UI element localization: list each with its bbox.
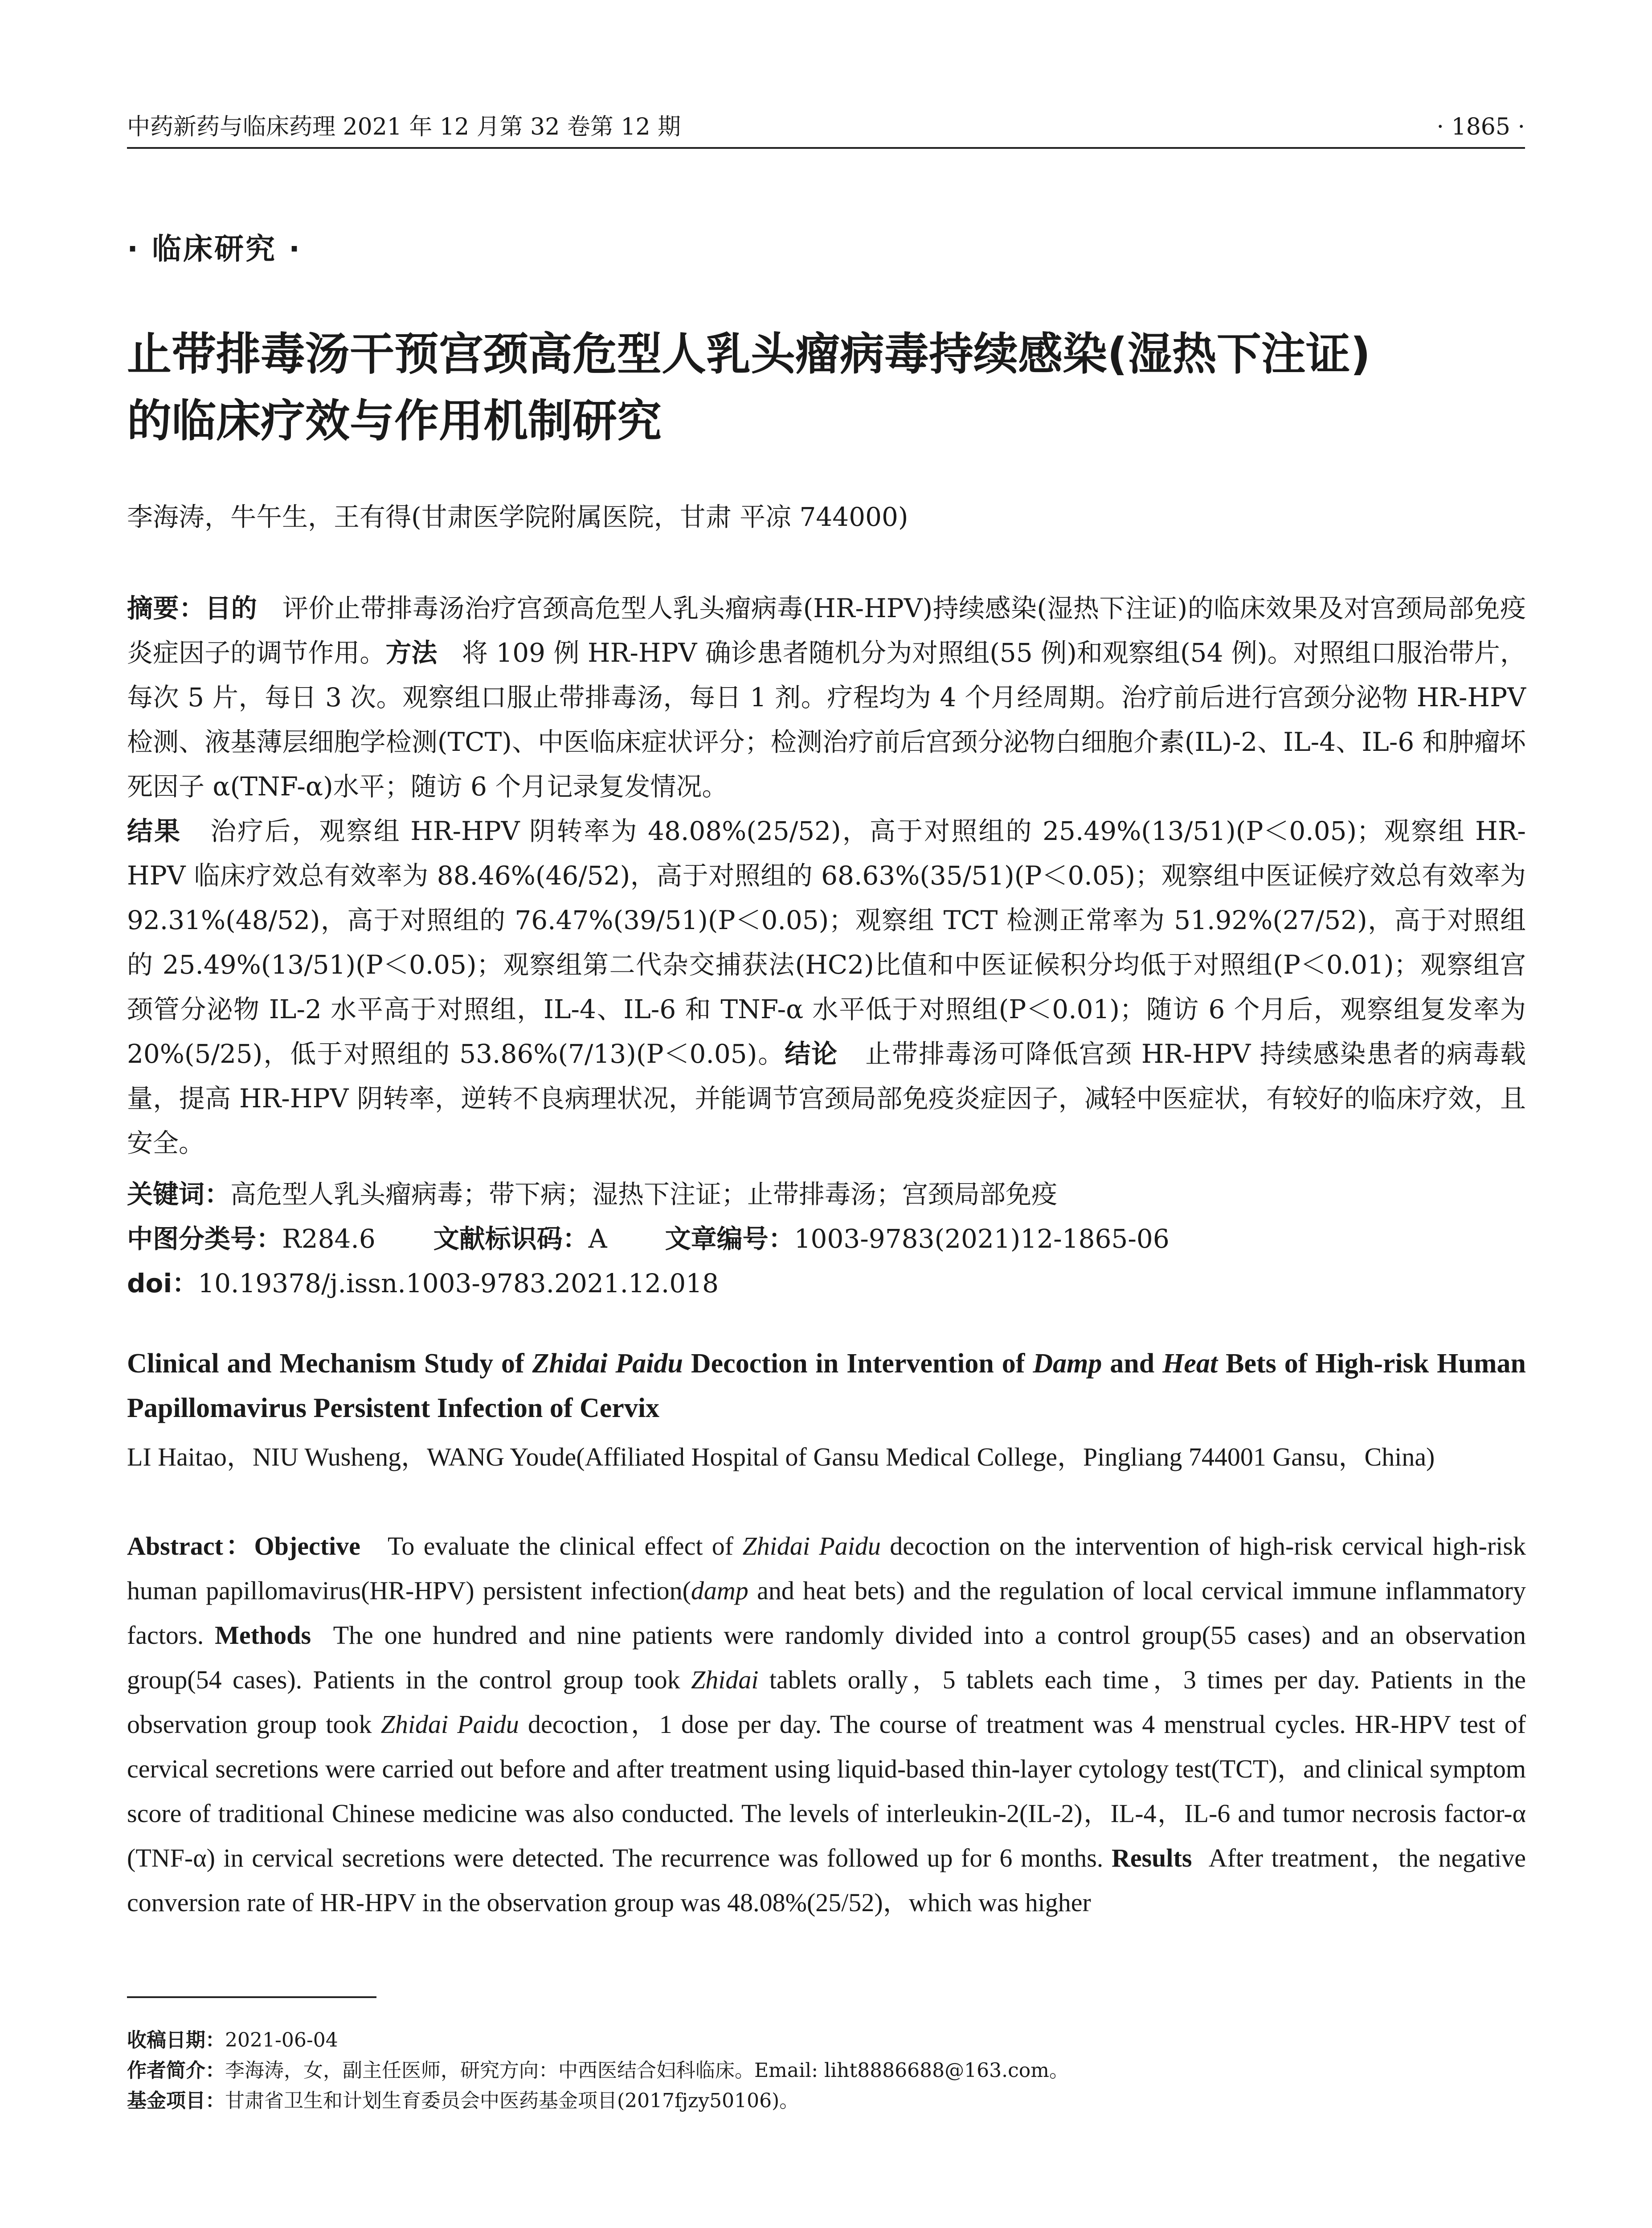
en-title-part-4: Bets of High-risk Human Papillomavirus Persistent Infection of Cervix bbox=[127, 1348, 1526, 1423]
received-label: 收稿日期： bbox=[127, 2029, 225, 2052]
article-title-line-2: 的临床疗效与作用机制研究 bbox=[127, 395, 662, 447]
article-title bbox=[127, 321, 1526, 455]
english-abstract bbox=[127, 1524, 1526, 1925]
en-objective-text-c: and heat bets) and the regulation of local cervical immune inflammatory factors. bbox=[127, 1576, 1526, 1650]
en-abstract-label: Abstract： bbox=[127, 1532, 254, 1560]
doc-code-value: A bbox=[588, 1224, 607, 1254]
doi-label: doi： bbox=[127, 1268, 198, 1298]
en-title-part-2: Decoction in Intervention of bbox=[683, 1348, 1033, 1379]
clc-value: R284.6 bbox=[282, 1224, 376, 1254]
keywords-label: 关键词： bbox=[127, 1179, 231, 1209]
fund-text: 甘肃省卫生和计划生育委员会中医药基金项目(2017fjzy50106)。 bbox=[225, 2089, 799, 2112]
results-text: 治疗后，观察组 HR-HPV 阴转率为 48.08%(25/52)，高于对照组的 25.49%(13/51)(P＜0.05)；观察组 HR-HPV 临床疗效总有效率为 88.46%(46/52)，高于对照组的 68.63%(35/51)(P＜0.05)；观察组中医证候疗效总有效率为 92.31%(48/52)，高于对照组的 76.47%(39/51)(P＜0.05)；观察组 TCT 检测正常率为 51.92%(27/52)，高于对照组的 25.49%(13/51)(P＜0.05)；观察组第二代杂交捕获法(HC2)比值和中医证候积分均低于对照组(P＜0.01)；观察组宫颈管分泌物 IL-2 水平高于对照组，IL-4、IL-6 和 TNF-α 水平低于对照组(P＜0.01)；随访 6 个月后，观察组复发率为 20%(5/25)，低于对照组的 53.86%(7/13)(P＜0.05)。 bbox=[127, 816, 1526, 1069]
en-title-italic-3: Heat bbox=[1162, 1348, 1218, 1379]
chinese-abstract bbox=[127, 586, 1526, 1165]
en-objective-italic-1: Zhidai Paidu bbox=[742, 1532, 881, 1560]
authors-affiliation: 李海涛，牛午生，王有得(甘肃医学院附属医院，甘肃 平凉 744000) bbox=[127, 502, 908, 532]
abstract-label: 摘要： bbox=[127, 593, 205, 623]
doc-code-label: 文献标识码： bbox=[433, 1224, 589, 1254]
en-results-label: Results bbox=[1111, 1843, 1192, 1872]
en-objective-label: Objective bbox=[254, 1532, 360, 1560]
en-methods-text-c: decoction，1 dose per day. The course of treatment was 4 menstrual cycles. HR-HPV test of cervical secretions were carried out before and after treatment using liquid-based thin-layer cytology test(TCT)，and clinical symptom score of traditional Chinese medicine was also conducted. The levels of interleukin-2(IL-2)，IL-4，IL-6 and tumor necrosis factor-α (TNF-α) in cervical secretions were detected. The recurrence was followed up for 6 months. bbox=[127, 1710, 1526, 1872]
en-title-part-1: Clinical and Mechanism Study of bbox=[127, 1348, 532, 1379]
article-no-value: 1003-9783(2021)12-1865-06 bbox=[794, 1224, 1169, 1254]
doi-value: 10.19378/j.issn.1003-9783.2021.12.018 bbox=[198, 1268, 719, 1298]
journal-citation: 中药新药与临床药理 2021 年 12 月第 32 卷第 12 期 bbox=[127, 114, 681, 140]
author-bio-label: 作者简介： bbox=[127, 2059, 225, 2082]
footnote-fund bbox=[127, 2086, 1526, 2116]
article-title-line-1: 止带排毒汤干预宫颈高危型人乳头瘤病毒持续感染(湿热下注证) bbox=[127, 328, 1371, 380]
header-rule bbox=[127, 147, 1525, 149]
running-head bbox=[127, 109, 1525, 145]
conclusion-label: 结论 bbox=[785, 1039, 838, 1069]
objective-label: 目的 bbox=[205, 593, 258, 623]
en-methods-text-b: tablets orally，5 tablets each time，3 times per day. Patients in the observation group took bbox=[127, 1665, 1526, 1739]
doi-line bbox=[127, 1261, 1526, 1306]
en-results-text: After treatment，the negative conversion rate of HR-HPV in the observation group was 48.08%(25/52)，which was higher bbox=[127, 1843, 1526, 1917]
article-no-label: 文章编号： bbox=[665, 1224, 794, 1254]
english-authors-affiliation: LI Haitao，NIU Wusheng，WANG Youde(Affiliated Hospital of Gansu Medical College，Pingliang 744001 Gansu，China) bbox=[127, 1442, 1435, 1471]
footnote-author bbox=[127, 2056, 1526, 2086]
footnote-received bbox=[127, 2025, 1526, 2056]
en-methods-italic-1: Zhidai bbox=[691, 1665, 759, 1694]
footnote-rule bbox=[127, 1996, 376, 1998]
objective-text: 评价止带排毒汤治疗宫颈高危型人乳头瘤病毒(HR-HPV)持续感染(湿热下注证)的临床效果及对宫颈局部免疫炎症因子的调节作用。 bbox=[127, 593, 1526, 668]
en-objective-text-a: To evaluate the clinical effect of bbox=[387, 1532, 743, 1560]
en-title-italic-2: Damp bbox=[1033, 1348, 1102, 1379]
page-number: · 1865 · bbox=[1436, 114, 1525, 140]
en-methods-label: Methods bbox=[215, 1621, 311, 1650]
results-label: 结果 bbox=[127, 816, 182, 846]
keywords-line bbox=[127, 1172, 1526, 1216]
en-title-italic-1: Zhidai Paidu bbox=[532, 1348, 683, 1379]
en-objective-italic-2: damp bbox=[691, 1576, 748, 1605]
author-bio: 李海涛，女，副主任医师，研究方向：中西医结合妇科临床。Email: liht8886688@163.com。 bbox=[225, 2059, 1069, 2082]
english-title bbox=[127, 1341, 1526, 1430]
en-methods-italic-2: Zhidai Paidu bbox=[380, 1710, 519, 1739]
classification-line bbox=[127, 1216, 1526, 1261]
footnotes bbox=[127, 2025, 1526, 2116]
en-title-part-3: and bbox=[1102, 1348, 1163, 1379]
methods-text: 将 109 例 HR-HPV 确诊患者随机分为对照组(55 例)和观察组(54 例)。对照组口服治带片，每次 5 片，每日 3 次。观察组口服止带排毒汤，每日 1 剂。疗程均为 4 个月经周期。治疗前后进行宫颈分泌物 HR-HPV 检测、液基薄层细胞学检测(TCT)、中医临床症状评分；检测治疗前后宫颈分泌物白细胞介素(IL)-2、IL-4、IL-6 和肿瘤坏死因子 α(TNF-α)水平；随访 6 个月记录复发情况。 bbox=[127, 638, 1526, 802]
keywords-text: 高危型人乳头瘤病毒；带下病；湿热下注证；止带排毒汤；宫颈局部免疫 bbox=[230, 1179, 1058, 1209]
clc-label: 中图分类号： bbox=[127, 1224, 282, 1254]
section-label: · 临床研究 · bbox=[127, 232, 302, 266]
conclusion-text: 止带排毒汤可降低宫颈 HR-HPV 持续感染患者的病毒载量，提高 HR-HPV 阴转率，逆转不良病理状况，并能调节宫颈局部免疫炎症因子，减轻中医症状，有较好的临床疗效，且安全。 bbox=[127, 1039, 1526, 1158]
fund-label: 基金项目： bbox=[127, 2089, 225, 2112]
received-date: 2021-06-04 bbox=[225, 2029, 338, 2052]
methods-label: 方法 bbox=[385, 638, 438, 668]
en-objective-text-b: decoction on the intervention of high-risk cervical high-risk human papillomavirus(HR-HPV) persistent infection( bbox=[127, 1532, 1526, 1605]
en-methods-text-a: The one hundred and nine patients were randomly divided into a control group(55 cases) and an observation group(54 cases). Patients in the control group took bbox=[127, 1621, 1526, 1694]
